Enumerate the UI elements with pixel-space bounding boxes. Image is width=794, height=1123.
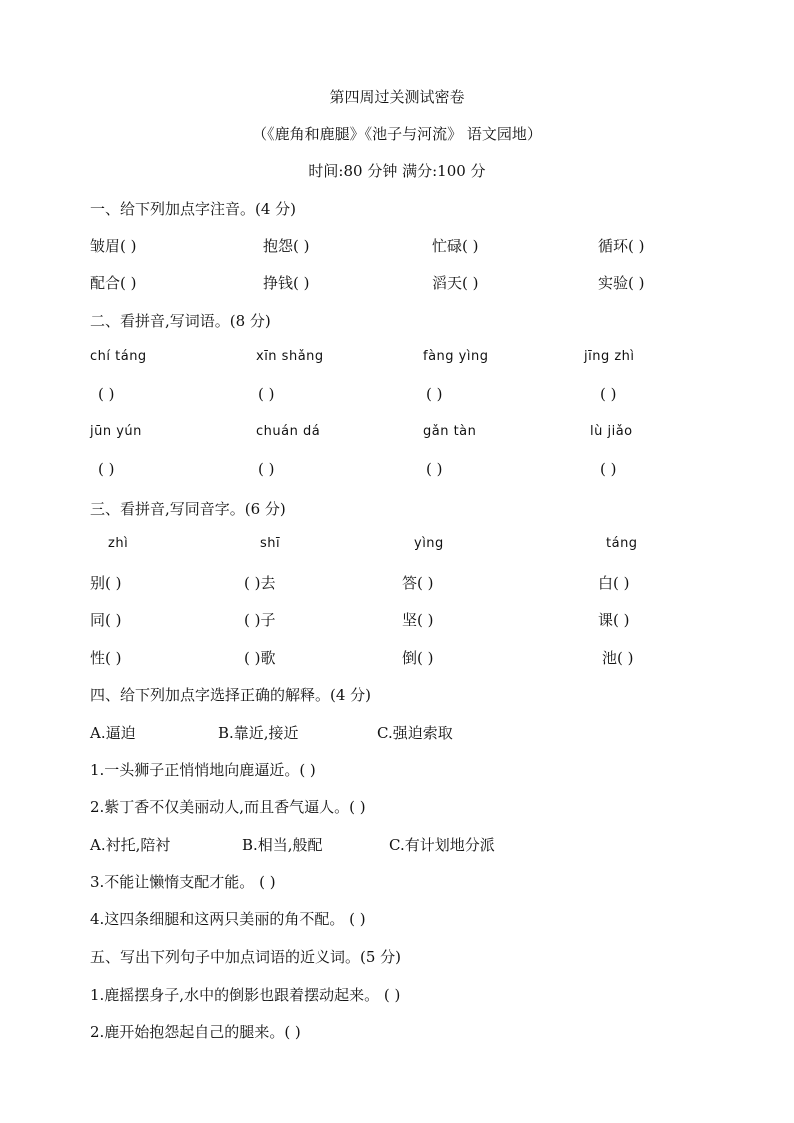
s4-option: C.有计划地分派	[389, 836, 495, 854]
s1-item: 配合( )	[90, 274, 137, 292]
s1-item: 滔天( )	[432, 274, 479, 292]
s2-pinyin: lù jiǎo	[590, 424, 633, 439]
section-2-heading: 二、看拼音,写词语。(8 分)	[90, 312, 271, 330]
s4-option: B.相当,般配	[242, 836, 323, 854]
s2-blank[interactable]: ( )	[258, 385, 275, 403]
s3-item: ( )歌	[244, 649, 276, 667]
s3-pinyin: shī	[260, 536, 281, 551]
s4-question: 2.紫丁香不仅美丽动人,而且香气逼人。( )	[90, 798, 366, 816]
s2-blank[interactable]: ( )	[426, 385, 443, 403]
s2-pinyin: gǎn tàn	[423, 424, 477, 439]
s1-item: 忙碌( )	[432, 237, 479, 255]
s2-blank[interactable]: ( )	[98, 460, 115, 478]
s3-item: 白( )	[598, 574, 630, 592]
s2-blank[interactable]: ( )	[258, 460, 275, 478]
s3-pinyin: yìng	[414, 536, 444, 551]
section-5-heading: 五、写出下列句子中加点词语的近义词。(5 分)	[90, 948, 402, 966]
s2-blank[interactable]: ( )	[600, 385, 617, 403]
s3-pinyin: zhì	[108, 536, 129, 551]
s4-option: A.逼迫	[90, 724, 136, 742]
s2-blank[interactable]: ( )	[98, 385, 115, 403]
s2-blank[interactable]: ( )	[426, 460, 443, 478]
s2-pinyin: jīng zhì	[584, 349, 635, 364]
s4-option: C.强迫索取	[377, 724, 453, 742]
s3-item: 别( )	[90, 574, 122, 592]
s3-item: ( )子	[244, 611, 276, 629]
s1-item: 抱怨( )	[263, 237, 310, 255]
s3-item: ( )去	[244, 574, 276, 592]
s1-item: 挣钱( )	[263, 274, 310, 292]
s4-question: 1.一头狮子正悄悄地向鹿逼近。( )	[90, 761, 316, 779]
s5-question: 2.鹿开始抱怨起自己的腿来。( )	[90, 1023, 301, 1041]
s2-pinyin: chí táng	[90, 349, 147, 364]
s1-item: 皱眉( )	[90, 237, 137, 255]
section-3-heading: 三、看拼音,写同音字。(6 分)	[90, 500, 286, 518]
s2-pinyin: xīn shǎng	[256, 349, 324, 364]
s1-item: 循环( )	[598, 237, 645, 255]
s4-option: A.衬托,陪衬	[90, 836, 171, 854]
s4-question: 4.这四条细腿和这两只美丽的角不配。 ( )	[90, 910, 366, 928]
section-1-heading: 一、给下列加点字注音。(4 分)	[90, 200, 297, 218]
s3-item: 同( )	[90, 611, 122, 629]
section-4-heading: 四、给下列加点字选择正确的解释。(4 分)	[90, 686, 372, 704]
page-subtitle: （《鹿角和鹿腿》《池子与河流》 语文园地）	[252, 125, 542, 143]
s5-question: 1.鹿摇摆身子,水中的倒影也跟着摆动起来。 ( )	[90, 986, 401, 1004]
s4-option: B.靠近,接近	[218, 724, 299, 742]
page-title: 第四周过关测试密卷	[329, 88, 465, 106]
s2-pinyin: chuán dá	[256, 424, 321, 439]
s2-blank[interactable]: ( )	[600, 460, 617, 478]
s2-pinyin: jūn yún	[90, 424, 142, 439]
s3-item: 课( )	[598, 611, 630, 629]
s3-item: 答( )	[402, 574, 434, 592]
s3-item: 坚( )	[402, 611, 434, 629]
s3-item: 性( )	[90, 649, 122, 667]
s1-item: 实验( )	[598, 274, 645, 292]
s4-question: 3.不能让懒惰支配才能。 ( )	[90, 873, 276, 891]
s3-item: 倒( )	[402, 649, 434, 667]
time-score-info: 时间:80 分钟 满分:100 分	[308, 162, 486, 180]
s2-pinyin: fàng yìng	[423, 349, 489, 364]
s3-pinyin: táng	[606, 536, 638, 551]
s3-item: 池( )	[602, 649, 634, 667]
